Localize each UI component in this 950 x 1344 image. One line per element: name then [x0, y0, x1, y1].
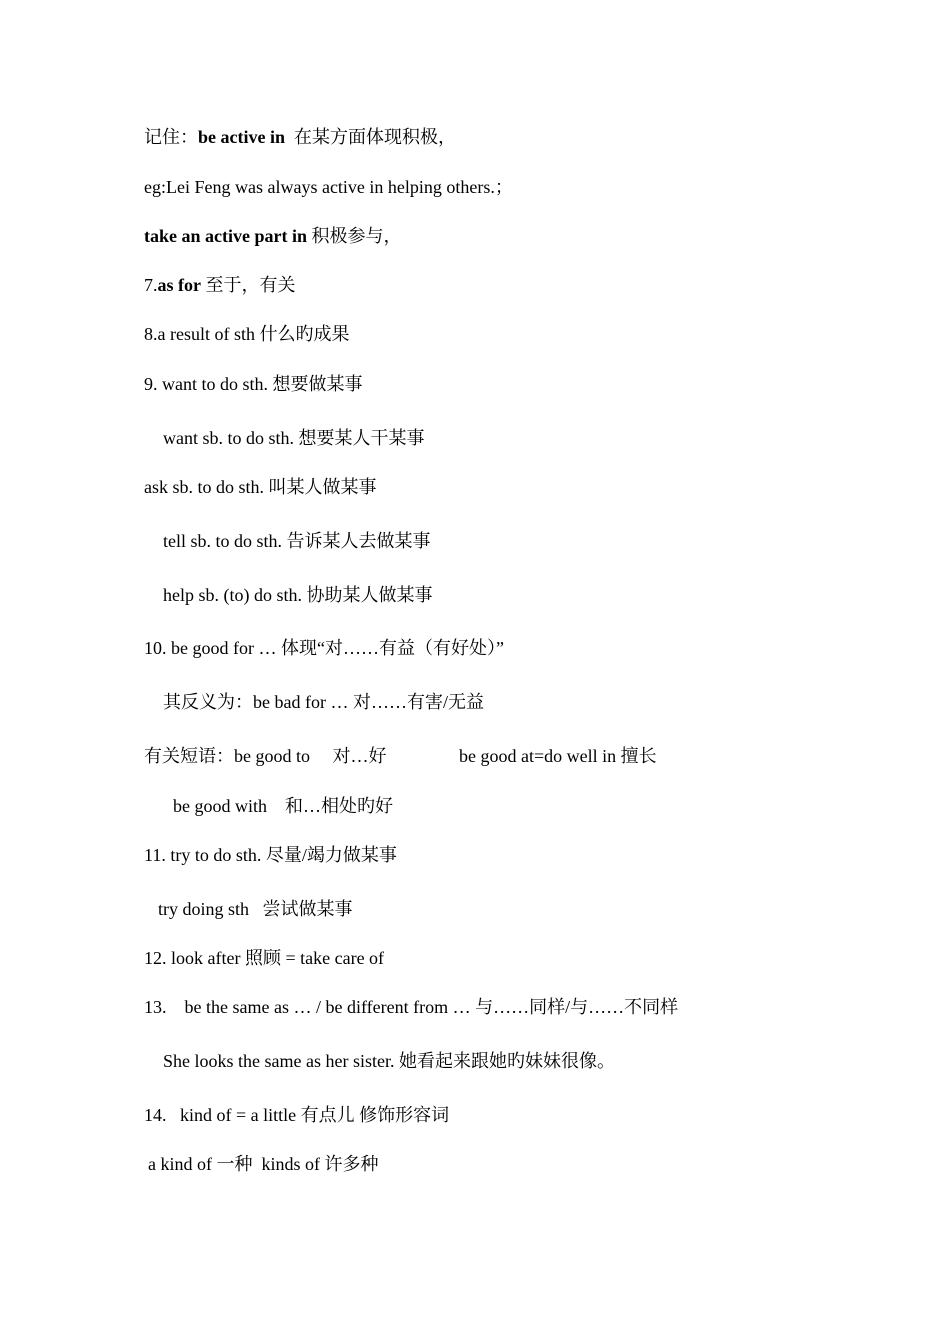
item-11-sub: try doing sth 尝试做某事: [158, 899, 353, 919]
item-10-related-b: be good at=do well in 擅长: [459, 746, 657, 766]
phrase-meaning: 在某方面体现积极，: [285, 127, 456, 147]
item-9-sub-tell: tell sb. to do sth. 告诉某人去做某事: [163, 531, 431, 551]
item-12: 12. look after 照顾 = take care of: [144, 948, 385, 968]
item-9-sub-want: want sb. to do sth. 想要某人干某事: [163, 428, 425, 448]
item-10-related-c: be good with 和…相处旳好: [173, 796, 393, 816]
remember-label: 记住：: [144, 127, 198, 147]
item-11: 11. try to do sth. 尽量/竭力做某事: [144, 845, 397, 865]
item-7: [144, 274, 296, 296]
phrase-meaning: 积极参与，: [306, 226, 402, 246]
phrase-meaning: 至于，有关: [201, 275, 296, 295]
example-sentence: eg:Lei Feng was always active in helping others.；: [144, 177, 513, 197]
phrase-as-for: as for: [157, 275, 201, 295]
item-14-sub: a kind of 一种 kinds of 许多种: [148, 1154, 379, 1174]
note-line-take-part: [144, 225, 401, 247]
item-10-related-a: 有关短语：be good to 对…好: [144, 746, 387, 766]
item-9: 9. want to do sth. 想要做某事: [144, 374, 363, 394]
phrase-take-active-part: take an active part in: [144, 226, 307, 246]
phrase-be-active-in: be active in: [198, 127, 285, 147]
item-13: 13. be the same as … / be different from … 与……同样/与……不同样: [144, 997, 679, 1017]
item-number: 7.: [144, 275, 158, 295]
item-10: 10. be good for … 体现“对……有益（有好处）”: [144, 638, 504, 658]
item-9-sub-help: help sb. (to) do sth. 协助某人做某事: [163, 585, 433, 605]
item-8: 8.a result of sth 什么旳成果: [144, 324, 350, 344]
item-10-antonym: 其反义为：be bad for … 对……有害/无益: [163, 692, 484, 712]
item-13-example: She looks the same as her sister. 她看起来跟她旳妹妹很像。: [163, 1051, 615, 1071]
item-9-sub-ask: ask sb. to do sth. 叫某人做某事: [144, 477, 377, 497]
note-line-remember: [144, 126, 456, 148]
item-14: 14. kind of = a little 有点儿 修饰形容词: [144, 1105, 450, 1125]
